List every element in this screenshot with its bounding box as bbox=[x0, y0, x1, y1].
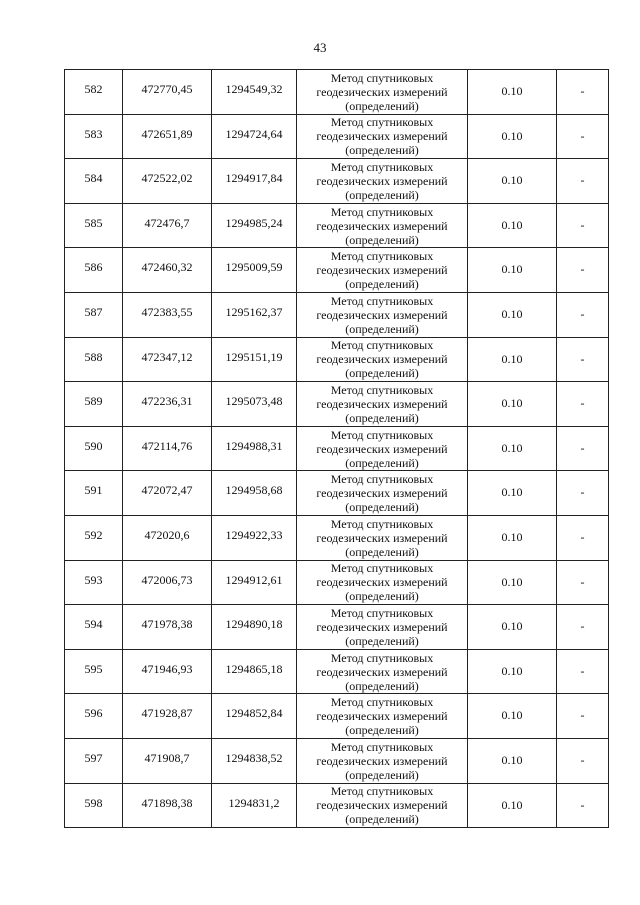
point-number-cell: 587 bbox=[65, 292, 123, 337]
point-number-cell: 593 bbox=[65, 560, 123, 605]
x-coordinate-cell: 471898,38 bbox=[123, 783, 212, 828]
y-coordinate-cell: 1294852,84 bbox=[212, 694, 297, 739]
method-cell bbox=[297, 783, 468, 828]
description-cell: - bbox=[557, 159, 609, 204]
method-line: (определений) bbox=[345, 544, 419, 559]
x-coordinate-cell: 472476,7 bbox=[123, 203, 212, 248]
method-line: (определений) bbox=[345, 500, 419, 515]
method-line: (определений) bbox=[345, 321, 419, 336]
method-line: Метод спутниковых bbox=[330, 472, 434, 487]
y-coordinate-cell: 1294917,84 bbox=[212, 159, 297, 204]
method-line: геодезических измерений bbox=[316, 307, 448, 322]
x-coordinate-cell: 472020,6 bbox=[123, 515, 212, 560]
method-line: Метод спутниковых bbox=[330, 605, 434, 620]
precision-cell: 0.10 bbox=[468, 694, 557, 739]
x-coordinate-cell: 472072,47 bbox=[123, 471, 212, 516]
description-cell: - bbox=[557, 560, 609, 605]
method-cell bbox=[297, 515, 468, 560]
y-coordinate-cell: 1294890,18 bbox=[212, 605, 297, 650]
page-number: 43 bbox=[313, 40, 327, 55]
method-line: геодезических измерений bbox=[316, 263, 448, 278]
method-cell bbox=[297, 605, 468, 650]
description-cell: - bbox=[557, 292, 609, 337]
method-line: (определений) bbox=[345, 812, 419, 827]
y-coordinate-cell: 1294922,33 bbox=[212, 515, 297, 560]
y-coordinate-cell: 1294865,18 bbox=[212, 649, 297, 694]
table-row bbox=[65, 738, 609, 783]
precision-cell: 0.10 bbox=[468, 738, 557, 783]
method-line: Метод спутниковых bbox=[330, 561, 434, 576]
x-coordinate-cell: 472383,55 bbox=[123, 292, 212, 337]
method-line: (определений) bbox=[345, 232, 419, 247]
description-cell: - bbox=[557, 694, 609, 739]
point-number-cell: 588 bbox=[65, 337, 123, 382]
point-number-cell: 592 bbox=[65, 515, 123, 560]
method-cell bbox=[297, 70, 468, 115]
description-cell: - bbox=[557, 70, 609, 115]
x-coordinate-cell: 472114,76 bbox=[123, 426, 212, 471]
table-row bbox=[65, 337, 609, 382]
table-row bbox=[65, 159, 609, 204]
method-line: геодезических измерений bbox=[316, 575, 448, 590]
precision-cell: 0.10 bbox=[468, 292, 557, 337]
y-coordinate-cell: 1294838,52 bbox=[212, 738, 297, 783]
method-line: геодезических измерений bbox=[316, 753, 448, 768]
method-line: (определений) bbox=[345, 767, 419, 782]
method-line: геодезических измерений bbox=[316, 84, 448, 99]
method-line: геодезических измерений bbox=[316, 218, 448, 233]
y-coordinate-cell: 1294988,31 bbox=[212, 426, 297, 471]
description-cell: - bbox=[557, 471, 609, 516]
y-coordinate-cell: 1294958,68 bbox=[212, 471, 297, 516]
precision-cell: 0.10 bbox=[468, 426, 557, 471]
method-line: (определений) bbox=[345, 143, 419, 158]
method-line: геодезических измерений bbox=[316, 129, 448, 144]
method-cell bbox=[297, 114, 468, 159]
x-coordinate-cell: 471978,38 bbox=[123, 605, 212, 650]
method-line: (определений) bbox=[345, 633, 419, 648]
method-line: геодезических измерений bbox=[316, 619, 448, 634]
method-cell bbox=[297, 471, 468, 516]
method-line: (определений) bbox=[345, 589, 419, 604]
point-number-cell: 594 bbox=[65, 605, 123, 650]
description-cell: - bbox=[557, 382, 609, 427]
method-line: геодезических измерений bbox=[316, 530, 448, 545]
method-line: Метод спутниковых bbox=[330, 784, 434, 799]
method-line: (определений) bbox=[345, 723, 419, 738]
method-cell bbox=[297, 248, 468, 293]
table-row bbox=[65, 382, 609, 427]
method-line: Метод спутниковых bbox=[330, 382, 434, 397]
method-line: геодезических измерений bbox=[316, 173, 448, 188]
method-line: геодезических измерений bbox=[316, 798, 448, 813]
method-line: Метод спутниковых bbox=[330, 516, 434, 531]
y-coordinate-cell: 1295151,19 bbox=[212, 337, 297, 382]
point-number-cell: 589 bbox=[65, 382, 123, 427]
precision-cell: 0.10 bbox=[468, 783, 557, 828]
method-line: Метод спутниковых bbox=[330, 159, 434, 174]
point-number-cell: 595 bbox=[65, 649, 123, 694]
precision-cell: 0.10 bbox=[468, 337, 557, 382]
description-cell: - bbox=[557, 605, 609, 650]
method-cell bbox=[297, 203, 468, 248]
method-line: геодезических измерений bbox=[316, 664, 448, 679]
precision-cell: 0.10 bbox=[468, 70, 557, 115]
description-cell: - bbox=[557, 203, 609, 248]
method-line: Метод спутниковых bbox=[330, 739, 434, 754]
x-coordinate-cell: 472770,45 bbox=[123, 70, 212, 115]
coordinates-table bbox=[64, 69, 609, 828]
point-number-cell: 584 bbox=[65, 159, 123, 204]
method-line: геодезических измерений bbox=[316, 709, 448, 724]
precision-cell: 0.10 bbox=[468, 382, 557, 427]
x-coordinate-cell: 472006,73 bbox=[123, 560, 212, 605]
y-coordinate-cell: 1294912,61 bbox=[212, 560, 297, 605]
coordinates-table-body bbox=[65, 70, 609, 828]
x-coordinate-cell: 472651,89 bbox=[123, 114, 212, 159]
method-line: (определений) bbox=[345, 187, 419, 202]
method-line: (определений) bbox=[345, 455, 419, 470]
description-cell: - bbox=[557, 114, 609, 159]
table-row bbox=[65, 70, 609, 115]
method-line: Метод спутниковых bbox=[330, 695, 434, 710]
precision-cell: 0.10 bbox=[468, 248, 557, 293]
point-number-cell: 585 bbox=[65, 203, 123, 248]
method-line: (определений) bbox=[345, 410, 419, 425]
description-cell: - bbox=[557, 649, 609, 694]
x-coordinate-cell: 472460,32 bbox=[123, 248, 212, 293]
method-line: геодезических измерений bbox=[316, 441, 448, 456]
x-coordinate-cell: 471928,87 bbox=[123, 694, 212, 739]
method-cell bbox=[297, 738, 468, 783]
method-line: Метод спутниковых bbox=[330, 338, 434, 353]
precision-cell: 0.10 bbox=[468, 560, 557, 605]
x-coordinate-cell: 471908,7 bbox=[123, 738, 212, 783]
description-cell: - bbox=[557, 738, 609, 783]
method-line: Метод спутниковых bbox=[330, 70, 434, 85]
y-coordinate-cell: 1295162,37 bbox=[212, 292, 297, 337]
point-number-cell: 591 bbox=[65, 471, 123, 516]
x-coordinate-cell: 472236,31 bbox=[123, 382, 212, 427]
table-row bbox=[65, 292, 609, 337]
precision-cell: 0.10 bbox=[468, 515, 557, 560]
method-line: Метод спутниковых bbox=[330, 204, 434, 219]
precision-cell: 0.10 bbox=[468, 203, 557, 248]
method-line: Метод спутниковых bbox=[330, 427, 434, 442]
method-line: геодезических измерений bbox=[316, 486, 448, 501]
method-cell bbox=[297, 649, 468, 694]
precision-cell: 0.10 bbox=[468, 114, 557, 159]
table-row bbox=[65, 426, 609, 471]
table-row bbox=[65, 471, 609, 516]
x-coordinate-cell: 471946,93 bbox=[123, 649, 212, 694]
y-coordinate-cell: 1294549,32 bbox=[212, 70, 297, 115]
method-line: Метод спутниковых bbox=[330, 650, 434, 665]
method-line: геодезических измерений bbox=[316, 396, 448, 411]
x-coordinate-cell: 472347,12 bbox=[123, 337, 212, 382]
method-cell bbox=[297, 694, 468, 739]
table-row bbox=[65, 515, 609, 560]
table-row bbox=[65, 560, 609, 605]
table-row bbox=[65, 203, 609, 248]
point-number-cell: 586 bbox=[65, 248, 123, 293]
y-coordinate-cell: 1295009,59 bbox=[212, 248, 297, 293]
point-number-cell: 583 bbox=[65, 114, 123, 159]
precision-cell: 0.10 bbox=[468, 159, 557, 204]
precision-cell: 0.10 bbox=[468, 605, 557, 650]
y-coordinate-cell: 1294724,64 bbox=[212, 114, 297, 159]
method-line: (определений) bbox=[345, 678, 419, 693]
description-cell: - bbox=[557, 426, 609, 471]
point-number-cell: 582 bbox=[65, 70, 123, 115]
point-number-cell: 597 bbox=[65, 738, 123, 783]
x-coordinate-cell: 472522,02 bbox=[123, 159, 212, 204]
method-cell bbox=[297, 337, 468, 382]
method-cell bbox=[297, 292, 468, 337]
y-coordinate-cell: 1294831,2 bbox=[212, 783, 297, 828]
y-coordinate-cell: 1294985,24 bbox=[212, 203, 297, 248]
method-line: (определений) bbox=[345, 277, 419, 292]
y-coordinate-cell: 1295073,48 bbox=[212, 382, 297, 427]
method-line: Метод спутниковых bbox=[330, 115, 434, 130]
method-line: (определений) bbox=[345, 366, 419, 381]
table-row bbox=[65, 694, 609, 739]
table-row bbox=[65, 248, 609, 293]
method-cell bbox=[297, 560, 468, 605]
description-cell: - bbox=[557, 515, 609, 560]
table-row bbox=[65, 649, 609, 694]
method-cell bbox=[297, 159, 468, 204]
description-cell: - bbox=[557, 248, 609, 293]
table-row bbox=[65, 114, 609, 159]
method-line: геодезических измерений bbox=[316, 352, 448, 367]
point-number-cell: 590 bbox=[65, 426, 123, 471]
precision-cell: 0.10 bbox=[468, 471, 557, 516]
table-row bbox=[65, 605, 609, 650]
precision-cell: 0.10 bbox=[468, 649, 557, 694]
point-number-cell: 596 bbox=[65, 694, 123, 739]
method-line: (определений) bbox=[345, 98, 419, 113]
method-line: Метод спутниковых bbox=[330, 249, 434, 264]
description-cell: - bbox=[557, 337, 609, 382]
method-cell bbox=[297, 426, 468, 471]
point-number-cell: 598 bbox=[65, 783, 123, 828]
method-cell bbox=[297, 382, 468, 427]
table-row bbox=[65, 783, 609, 828]
description-cell: - bbox=[557, 783, 609, 828]
method-line: Метод спутниковых bbox=[330, 293, 434, 308]
